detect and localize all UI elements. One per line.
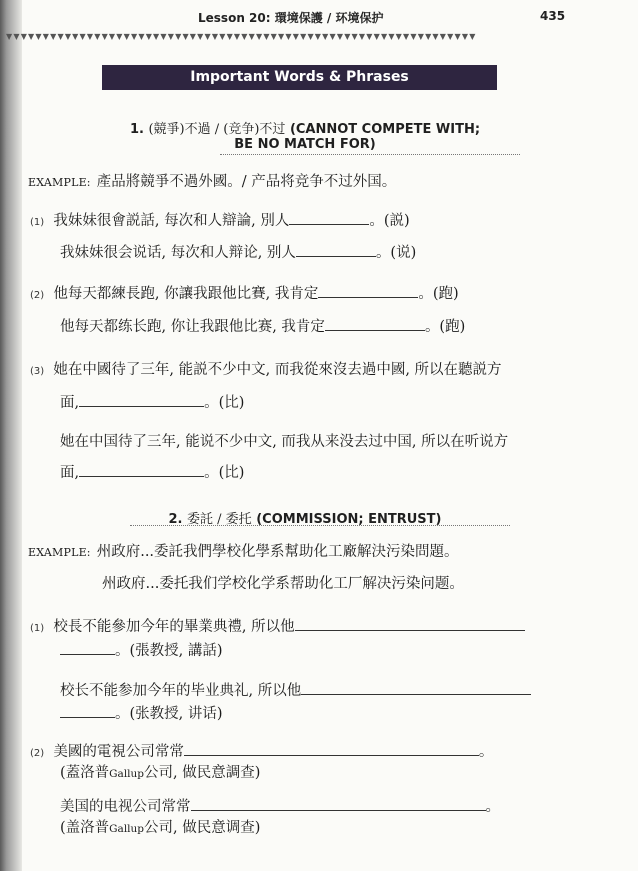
answer-blank[interactable] — [184, 741, 479, 756]
heading-underline — [130, 525, 510, 526]
phrase-number: 1. — [129, 122, 144, 137]
answer-blank[interactable] — [79, 462, 204, 477]
answer-blank[interactable] — [60, 640, 115, 655]
exercise-hint: 。(跑) — [418, 286, 459, 302]
exercise-text: 她在中國待了三年, 能説不少中文, 而我從來沒去過中國, 所以在聽説方 — [53, 362, 502, 378]
gallup-label: Gallup — [109, 823, 145, 835]
exercise-3-simp-b — [60, 462, 244, 483]
exercise-hint: 公司, 做民意调查) — [144, 820, 261, 836]
exercise-end: 。 — [485, 799, 500, 815]
exercise-text: 美國的電視公司常常 — [53, 744, 184, 760]
example-text: 州政府...委托我们学校化学系帮助化工厂解决污染问题。 — [102, 576, 464, 592]
exercise-2-1-simp-b — [60, 703, 223, 724]
exercise-hint: 。(比) — [204, 395, 245, 411]
phrase-chinese: 委託 / 委托 — [187, 512, 252, 527]
exercise-hint: 。(跑) — [424, 319, 466, 335]
gallup-label: Gallup — [109, 768, 145, 780]
example-label: EXAMPLE: — [28, 546, 91, 559]
exercise-hint: (盖洛普 — [60, 820, 110, 836]
exercise-2-trad — [30, 283, 459, 306]
example-label: EXAMPLE: — [28, 176, 91, 189]
running-header: Lesson 20: 環境保護 / 环境保护 — [198, 11, 384, 25]
exercise-text: 美国的电视公司常常 — [60, 799, 191, 815]
phrase-heading-1 — [90, 118, 520, 137]
exercise-number: (2) — [30, 748, 45, 759]
exercise-hint: 公司, 做民意調查) — [144, 765, 261, 781]
exercise-2-1-trad-a — [30, 616, 525, 639]
exercise-number: (3) — [30, 366, 45, 377]
exercise-end: 。 — [478, 744, 494, 760]
exercise-number: (1) — [30, 217, 45, 228]
answer-blank[interactable] — [191, 796, 486, 811]
exercise-text: 校长不能参加今年的毕业典礼, 所以他 — [60, 683, 302, 699]
exercise-text: 他每天都練長跑, 你讓我跟他比賽, 我肯定 — [53, 286, 319, 302]
exercise-3-trad-a — [30, 360, 502, 382]
heading-underline — [220, 154, 520, 155]
answer-blank[interactable] — [289, 210, 369, 225]
phrase-heading-1-cont: BE NO MATCH FOR) — [234, 137, 376, 152]
exercise-text: 她在中国待了三年, 能说不少中文, 而我从来没去过中国, 所以在听说方 — [60, 434, 509, 450]
example-text: 州政府...委託我們學校化學系幫助化工廠解決污染問題。 — [96, 544, 459, 560]
exercise-2-1-simp-a — [60, 680, 531, 701]
answer-blank[interactable] — [296, 242, 376, 257]
exercise-text: 他每天都练长跑, 你让我跟他比赛, 我肯定 — [60, 319, 325, 335]
example-line — [28, 172, 396, 193]
answer-blank[interactable] — [301, 680, 531, 695]
exercise-number: (1) — [30, 623, 45, 634]
phrase-number: 2. — [168, 512, 183, 527]
phrase-english: (CANNOT COMPETE WITH; — [289, 122, 481, 137]
exercise-1-trad — [30, 210, 410, 233]
section-banner: Important Words & Phrases — [102, 65, 497, 90]
exercise-hint: 。(比) — [204, 465, 245, 481]
exercise-1-simp — [60, 242, 416, 263]
answer-blank[interactable] — [325, 316, 425, 331]
exercise-text: 我妹妹很会说话, 每次和人辩论, 别人 — [60, 245, 296, 261]
example-line-simp — [102, 574, 464, 594]
exercise-hint: (蓋洛普 — [60, 765, 110, 781]
exercise-2-2-simp-b — [60, 818, 260, 839]
answer-blank[interactable] — [79, 392, 204, 407]
example-text: 產品將競爭不過外國。/ 产品将竞争不过外国。 — [96, 174, 397, 190]
exercise-2-2-simp-a — [60, 796, 500, 817]
exercise-text: 我妹妹很會説話, 每次和人辯論, 別人 — [53, 213, 290, 229]
example-line-trad — [28, 542, 459, 563]
exercise-hint: 。(張教授, 講話) — [115, 643, 223, 659]
phrase-chinese: (競爭)不過 / (竞争)不过 — [148, 122, 286, 137]
exercise-number: (2) — [30, 290, 45, 301]
triangle-rule-divider: ▼▼▼▼▼▼▼▼▼▼▼▼▼▼▼▼▼▼▼▼▼▼▼▼▼▼▼▼▼▼▼▼▼▼▼▼▼▼▼▼▼▼▼▼▼▼▼▼▼▼▼▼▼▼▼▼▼▼▼▼▼▼▼▼ — [6, 32, 477, 41]
exercise-hint: 。(张教授, 讲话) — [115, 706, 223, 722]
exercise-3-simp-a — [60, 432, 508, 452]
exercise-text: 面, — [60, 465, 80, 481]
exercise-text: 校長不能參加今年的畢業典禮, 所以他 — [53, 619, 295, 635]
exercise-hint: 。(说) — [375, 245, 417, 261]
answer-blank[interactable] — [60, 703, 115, 718]
exercise-2-2-trad-b — [60, 763, 260, 784]
exercise-3-trad-b — [60, 392, 244, 413]
exercise-text: 面, — [60, 395, 80, 411]
page-number: 435 — [540, 9, 566, 23]
answer-blank[interactable] — [295, 616, 525, 631]
answer-blank[interactable] — [318, 283, 418, 298]
exercise-2-2-trad-a — [30, 741, 493, 764]
exercise-2-simp — [60, 316, 465, 337]
page-binding-shadow — [0, 0, 22, 871]
phrase-english: (COMMISSION; ENTRUST) — [256, 512, 442, 527]
exercise-hint: 。(説) — [369, 213, 410, 229]
exercise-2-1-trad-b — [60, 640, 223, 661]
